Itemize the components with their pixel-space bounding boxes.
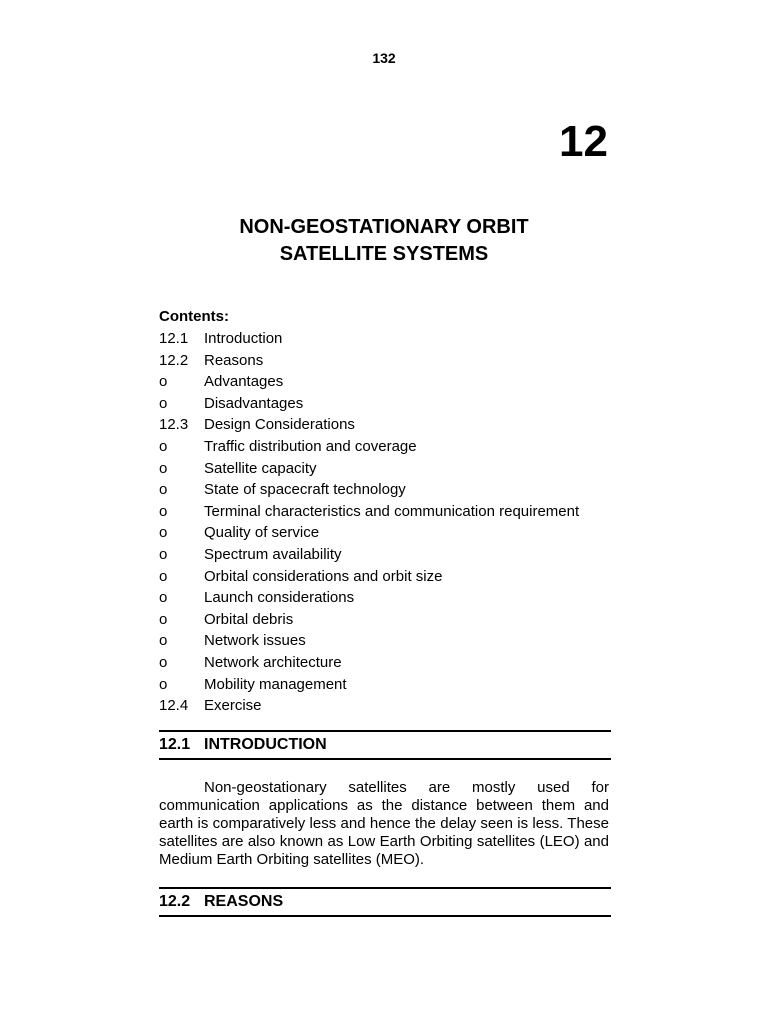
toc-item-text: Exercise	[204, 697, 262, 715]
toc-item-bullet: o	[159, 373, 168, 391]
toc-item-bullet: o	[159, 481, 168, 499]
toc-item	[159, 630, 611, 652]
toc-item	[159, 436, 611, 458]
toc-item	[159, 328, 611, 350]
table-of-contents	[159, 307, 611, 717]
toc-item-number: 12.1	[159, 330, 189, 347]
toc-item-bullet: o	[159, 567, 168, 585]
chapter-title-line-2: SATELLITE SYSTEMS	[279, 243, 489, 265]
toc-item	[159, 652, 611, 674]
chapter-title	[0, 214, 768, 268]
toc-item-text: Mobility management	[204, 675, 347, 693]
toc-item-bullet: o	[159, 394, 168, 412]
section-title: REASONS	[204, 893, 284, 910]
section-heading-reasons	[159, 887, 611, 917]
section-heading-introduction	[159, 730, 611, 760]
toc-item-text: Quality of service	[204, 524, 320, 542]
toc-item-text: Traffic distribution and coverage	[204, 437, 417, 455]
toc-item-bullet: o	[159, 545, 168, 563]
introduction-paragraph: Non-geostationary satellites are mostly used for communication applications as the distance between them and earth is comparatively less and hence the delay seen is less. These satellites are also known as Low Earth Orbiting satellites (LEO) and Medium Earth Orbiting satellites (MEO).	[159, 779, 609, 868]
toc-item-bullet: o	[159, 589, 168, 607]
toc-item	[159, 674, 611, 696]
contents-heading: Contents:	[159, 308, 229, 325]
section-title: INTRODUCTION	[204, 736, 327, 753]
toc-item-number: 12.2	[159, 351, 189, 369]
toc-item-text: Terminal characteristics and communication requirement	[204, 502, 580, 520]
toc-item	[159, 544, 611, 566]
toc-item	[159, 566, 611, 588]
toc-item	[159, 609, 611, 631]
toc-item	[159, 350, 611, 372]
section-number: 12.1	[159, 736, 191, 753]
page-number: 132	[372, 50, 396, 66]
toc-item	[159, 414, 611, 436]
toc-item	[159, 371, 611, 393]
toc-item-bullet: o	[159, 524, 168, 542]
toc-item	[159, 458, 611, 480]
toc-item-bullet: o	[159, 502, 168, 520]
toc-item-text: Spectrum availability	[204, 545, 342, 563]
toc-item	[159, 587, 611, 609]
toc-item-bullet: o	[159, 437, 168, 455]
toc-item-text: Launch considerations	[204, 589, 355, 607]
toc-item-bullet: o	[159, 653, 168, 671]
toc-item-bullet: o	[159, 675, 168, 693]
toc-item-bullet: o	[159, 610, 168, 628]
toc-item	[159, 479, 611, 501]
toc-item-text: Advantages	[204, 373, 284, 391]
toc-item-text: Introduction	[204, 330, 283, 347]
toc-item-text: Network architecture	[204, 653, 342, 671]
toc-item	[159, 522, 611, 544]
toc-item-text: Disadvantages	[204, 394, 304, 412]
chapter-number: 12	[559, 117, 608, 166]
toc-item-text: Orbital debris	[204, 610, 294, 628]
toc-item-text: Network issues	[204, 632, 306, 650]
toc-item	[159, 501, 611, 523]
toc-item	[159, 393, 611, 415]
toc-item-number: 12.3	[159, 416, 189, 434]
toc-item-text: Design Considerations	[204, 416, 355, 434]
toc-item-text: Orbital considerations and orbit size	[204, 567, 443, 585]
toc-item-text: State of spacecraft technology	[204, 481, 406, 499]
toc-item-text: Reasons	[204, 351, 264, 369]
toc-item-bullet: o	[159, 632, 168, 650]
chapter-title-line-1: NON-GEOSTATIONARY ORBIT	[239, 216, 529, 238]
toc-item-number: 12.4	[159, 697, 189, 715]
toc-item	[159, 695, 611, 717]
section-number: 12.2	[159, 893, 191, 910]
toc-item-bullet: o	[159, 459, 168, 477]
toc-item-text: Satellite capacity	[204, 459, 317, 477]
